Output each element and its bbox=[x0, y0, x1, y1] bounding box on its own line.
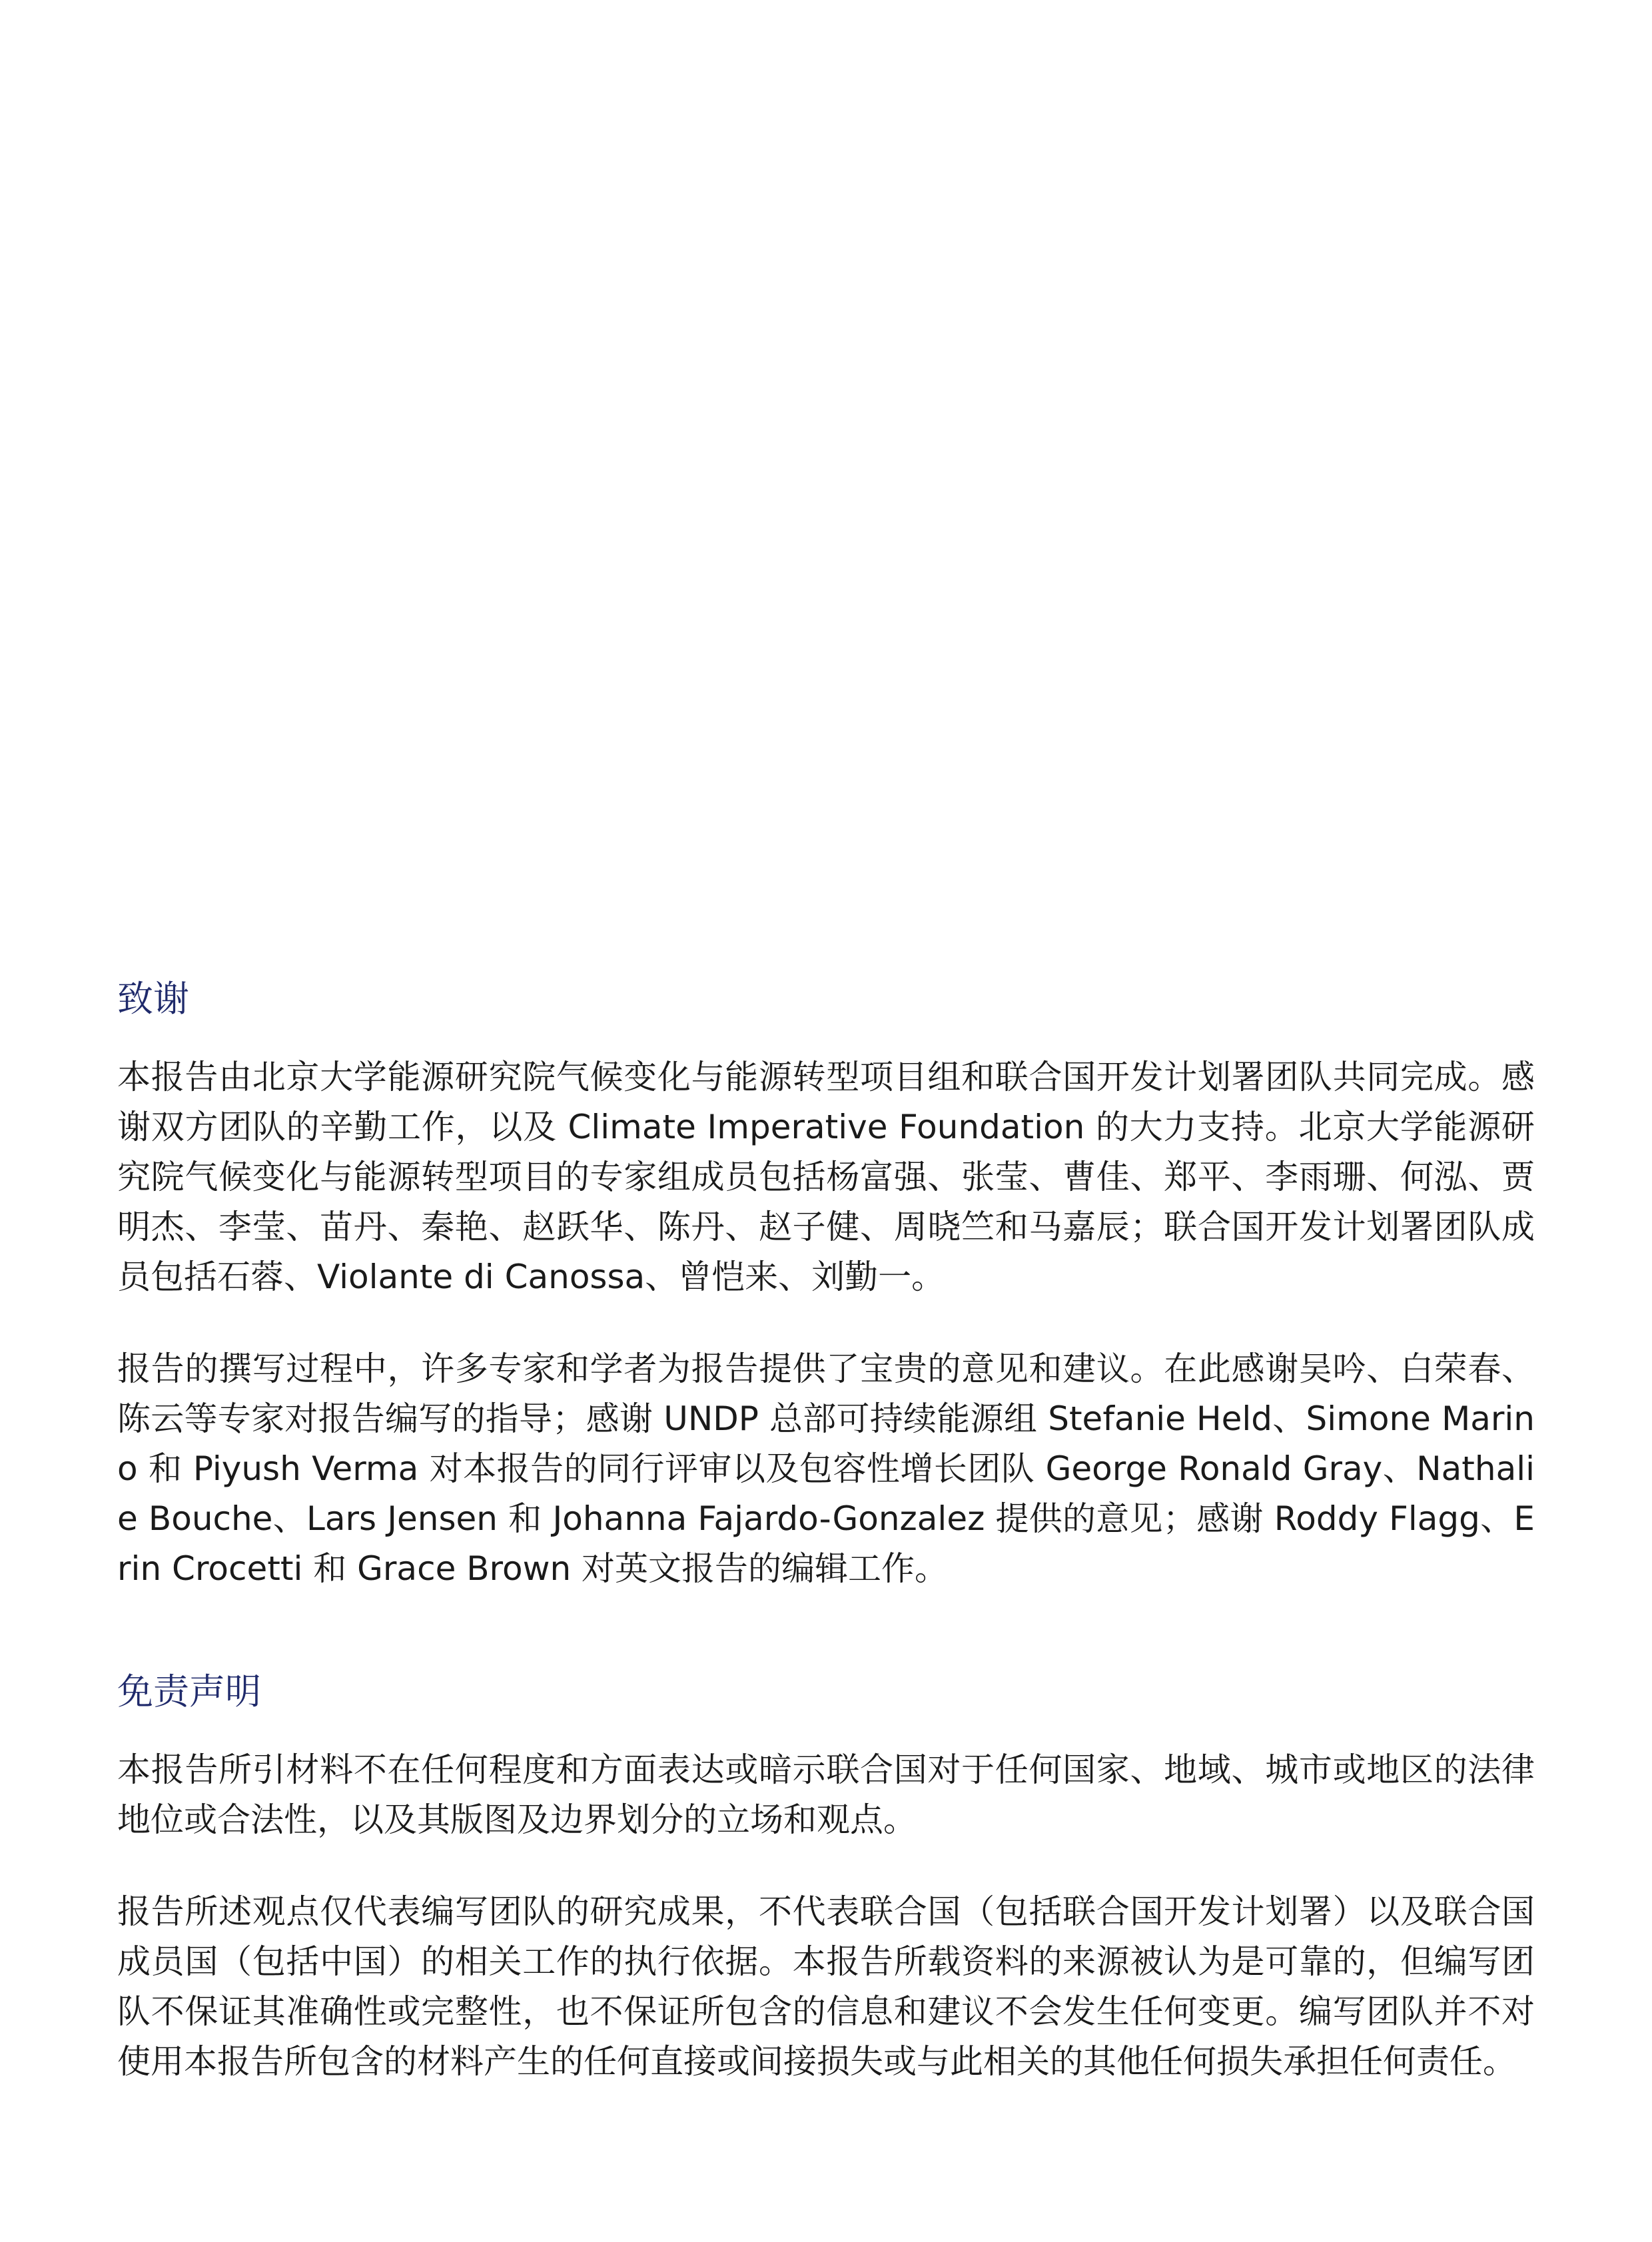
disclaimer-paragraph: 报告所述观点仅代表编写团队的研究成果，不代表联合国（包括联合国开发计划署）以及联合国成员国（包括中国）的相关工作的执行依据。本报告所载资料的来源被认为是可靠的，但编写团队不保证其准确性或完整性，也不保证所包含的信息和建议不会发生任何变更。编写团队并不对使用本报告所包含的材料产生的任何直接或间接损失或与此相关的其他任何损失承担任何责任。 bbox=[117, 1892, 1535, 2081]
disclaimer-heading: 免责声明 bbox=[117, 1671, 261, 1712]
acknowledgements-paragraph: 本报告由北京大学能源研究院气候变化与能源转型项目组和联合国开发计划署团队共同完成。感谢双方团队的辛勤工作，以及 Climate Imperative Foundation 的大力支持。北京大学能源研究院气候变化与能源转型项目的专家组成员包括杨富强、张莹、曹佳、郑平、李雨珊、何泓、贾明杰、李莹、苗丹、秦艳、赵跃华、陈丹、赵子健、周晓竺和马嘉辰；联合国开发计划署团队成员包括石蓉、Violante di Canossa、曾恺来、刘勤一。 bbox=[117, 1058, 1535, 1296]
acknowledgements-section bbox=[117, 978, 1535, 1588]
disclaimer-section bbox=[117, 1671, 1535, 2190]
acknowledgements-heading: 致谢 bbox=[117, 978, 189, 1020]
disclaimer-paragraph: 本报告所引材料不在任何程度和方面表达或暗示联合国对于任何国家、地域、城市或地区的法律地位或合法性，以及其版图及边界划分的立场和观点。 bbox=[117, 1750, 1535, 1839]
acknowledgements-paragraph: 报告的撰写过程中，许多专家和学者为报告提供了宝贵的意见和建议。在此感谢吴吟、白荣春、陈云等专家对报告编写的指导；感谢 UNDP 总部可持续能源组 Stefanie Held、Simone Marino 和 Piyush Verma 对本报告的同行评审以及包容性增长团队 George Ronald Gray、Nathalie Bouche、Lars Jensen 和 Johanna Fajardo-Gonzalez 提供的意见；感谢 Roddy Flagg、Erin Crocetti 和 Grace Brown 对英文报告的编辑工作。 bbox=[117, 1349, 1535, 1588]
